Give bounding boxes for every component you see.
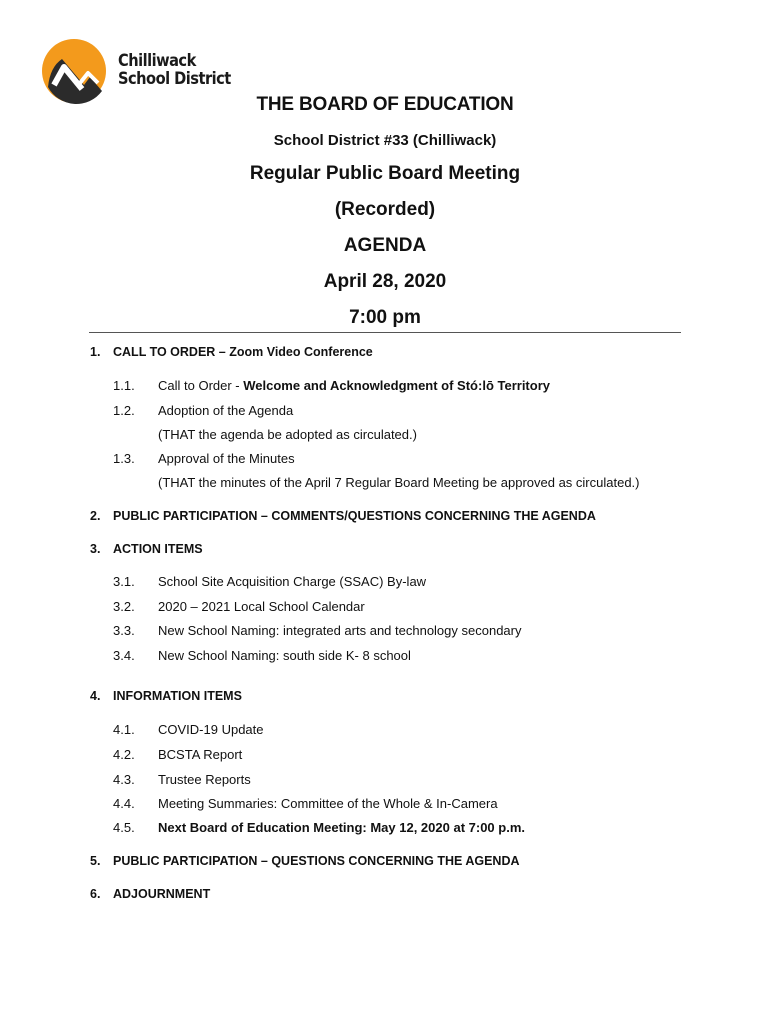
item-text: School Site Acquisition Charge (SSAC) By-law xyxy=(158,574,427,589)
board-title: THE BOARD OF EDUCATION xyxy=(256,94,514,115)
section-number: 1. xyxy=(90,345,101,359)
logo-line-2: School District xyxy=(118,69,231,89)
item-text: New School Naming: integrated arts and technology secondary xyxy=(158,623,522,638)
section-title: ADJOURNMENT xyxy=(113,887,211,901)
section-information-items xyxy=(90,689,242,703)
section-title: INFORMATION ITEMS xyxy=(113,689,242,703)
item-text: Next Board of Education Meeting: May 12, 2020 at 7:00 p.m. xyxy=(158,820,525,835)
item-number: 4.5. xyxy=(113,820,135,835)
item-text: Trustee Reports xyxy=(158,772,251,787)
item-text: 2020 – 2021 Local School Calendar xyxy=(158,599,365,614)
item-motion: (THAT the agenda be adopted as circulated.) xyxy=(158,427,417,442)
item-number: 3.4. xyxy=(113,648,135,663)
section-public-participation-questions xyxy=(90,854,520,868)
item-text: Approval of the Minutes xyxy=(158,451,295,466)
item-number: 4.2. xyxy=(113,747,135,762)
section-number: 2. xyxy=(90,509,101,523)
section-title: PUBLIC PARTICIPATION – COMMENTS/QUESTIONS CONCERNING THE AGENDA xyxy=(113,509,596,523)
item-text-bold: Welcome and Acknowledgment of Stó:lō Territory xyxy=(243,378,550,393)
section-call-to-order xyxy=(90,345,373,359)
item-motion: (THAT the minutes of the April 7 Regular Board Meeting be approved as circulated.) xyxy=(158,475,640,490)
item-number: 4.1. xyxy=(113,722,135,737)
meeting-time: 7:00 pm xyxy=(349,307,421,328)
section-number: 4. xyxy=(90,689,101,703)
section-public-participation-comments xyxy=(90,509,596,523)
item-text: Call to Order - Welcome and Acknowledgment of Stó:lō Territory xyxy=(158,378,550,393)
logo-line-1: Chilliwack xyxy=(118,51,196,71)
item-text: COVID-19 Update xyxy=(158,722,264,737)
item-text: BCSTA Report xyxy=(158,747,243,762)
item-number: 3.2. xyxy=(113,599,135,614)
district-subtitle: School District #33 (Chilliwack) xyxy=(273,132,497,149)
item-text: New School Naming: south side K- 8 school xyxy=(158,648,411,663)
item-text: Meeting Summaries: Committee of the Whole & In-Camera xyxy=(158,796,498,811)
section-adjournment xyxy=(90,887,210,901)
agenda-heading: AGENDA xyxy=(343,235,427,256)
item-number: 1.3. xyxy=(113,451,135,466)
meeting-date: April 28, 2020 xyxy=(323,271,447,292)
section-action-items xyxy=(90,542,203,556)
recorded-note: (Recorded) xyxy=(334,199,436,220)
item-text: Adoption of the Agenda xyxy=(158,403,294,418)
item-number: 1.1. xyxy=(113,378,135,393)
section-number: 6. xyxy=(90,887,101,901)
meeting-title: Regular Public Board Meeting xyxy=(249,163,521,184)
item-number: 4.4. xyxy=(113,796,135,811)
item-number: 3.3. xyxy=(113,623,135,638)
item-number: 3.1. xyxy=(113,574,135,589)
item-number: 1.2. xyxy=(113,403,135,418)
section-title: PUBLIC PARTICIPATION – QUESTIONS CONCERNING THE AGENDA xyxy=(113,854,520,868)
section-title: ACTION ITEMS xyxy=(113,542,203,556)
section-title: CALL TO ORDER – Zoom Video Conference xyxy=(113,345,373,359)
item-number: 4.3. xyxy=(113,772,135,787)
section-number: 5. xyxy=(90,854,101,868)
section-number: 3. xyxy=(90,542,101,556)
